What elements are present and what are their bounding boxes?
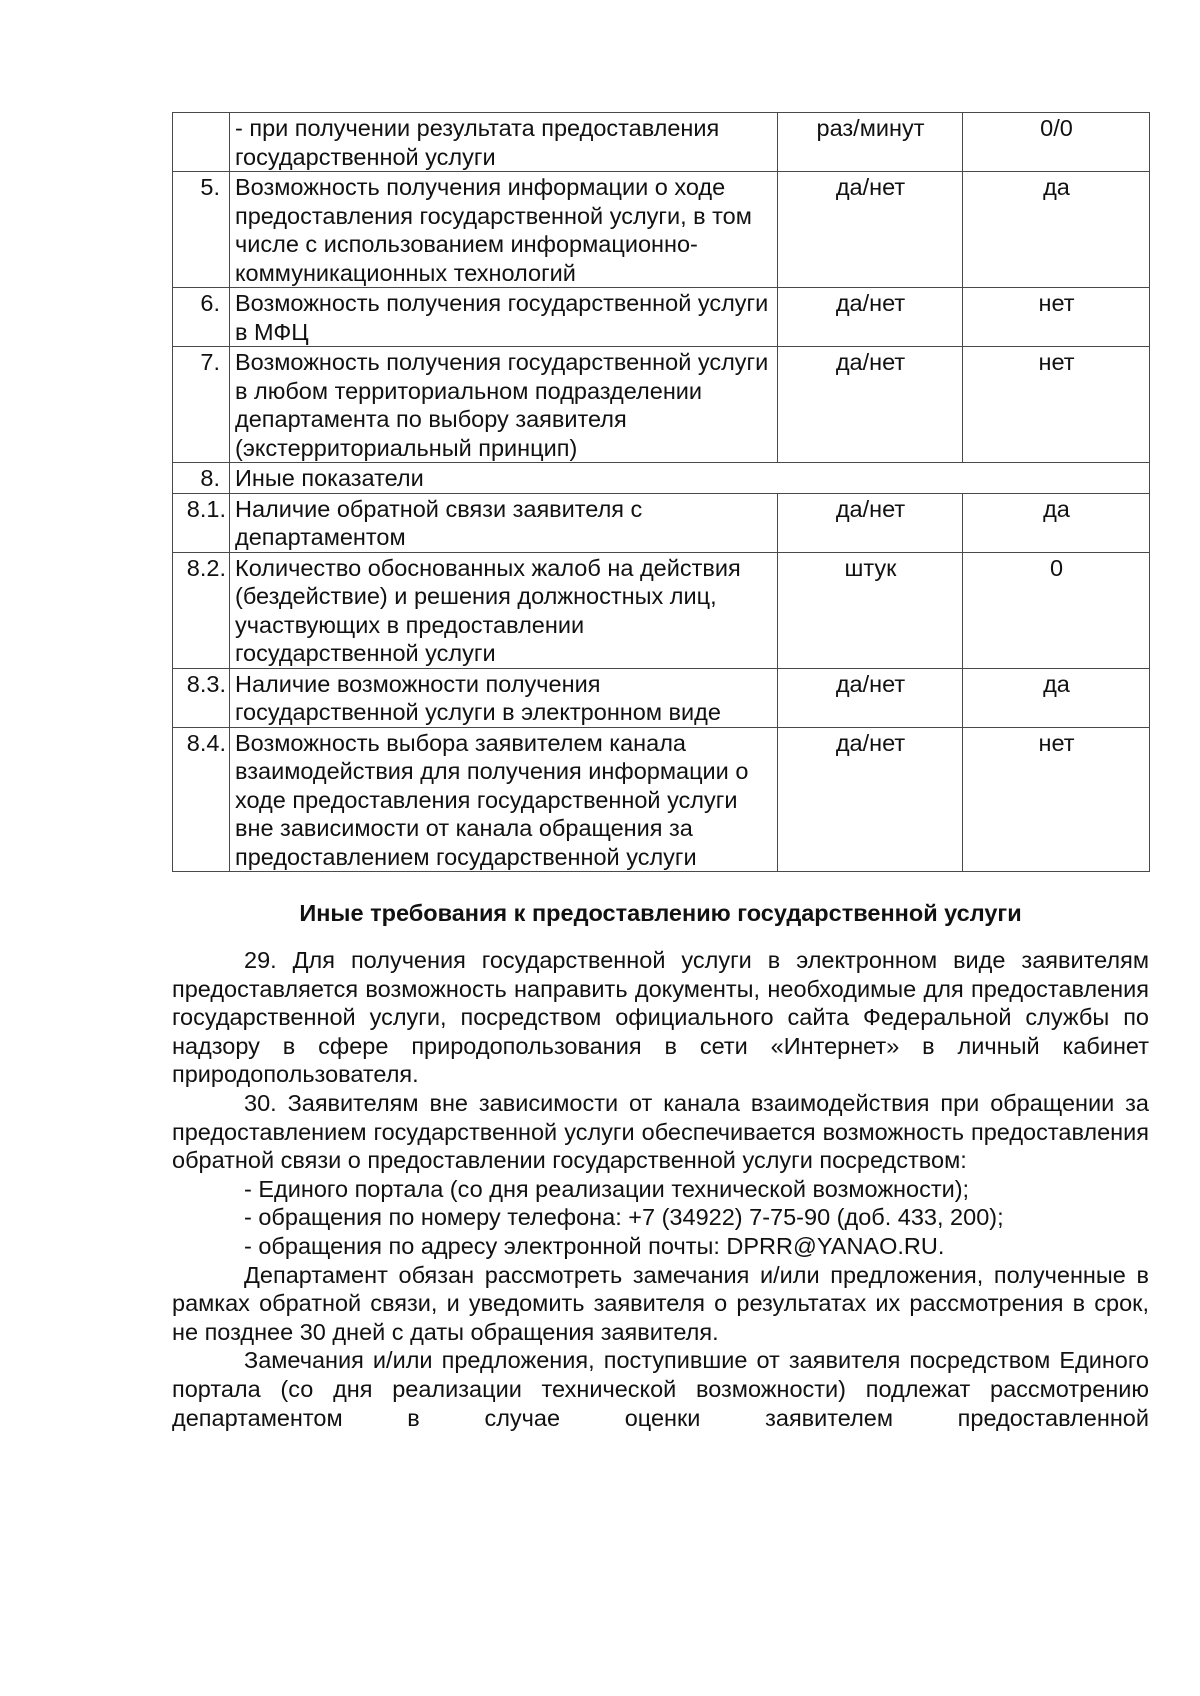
paragraph: Департамент обязан рассмотреть замечания и/или предложения, полученные в рамках обратной связи, и уведомить заявителя о результатах их рассмотрения в срок, не позднее 30 дней с даты обращения заявителя. — [172, 1261, 1149, 1345]
row-number: 8.1. — [173, 493, 230, 552]
table-row — [173, 727, 1150, 872]
indicator-name: Возможность выбора заявителем канала взаимодействия для получения информации о ходе предоставления государственной услуги вне зависимости от канала обращения за предоставлением государственной услуги — [230, 727, 778, 872]
table-row — [173, 172, 1150, 288]
indicator-name: Наличие возможности получения государственной услуги в электронном виде — [230, 668, 778, 727]
indicator-unit: да/нет — [778, 668, 963, 727]
indicator-value: 0 — [963, 552, 1150, 668]
table-row — [173, 113, 1150, 172]
indicator-unit: да/нет — [778, 347, 963, 463]
indicator-value: нет — [963, 727, 1150, 872]
paragraph-29: 29. Для получения государственной услуги в электронном виде заявителям предоставляется возможность направить документы, необходимые для предоставления государственной услуги, посредством официального сайта Федеральной службы по надзору в сфере природопользования в сети «Интернет» в личный кабинет природопользователя. — [172, 947, 1149, 1088]
indicator-unit: штук — [778, 552, 963, 668]
indicator-name: Количество обоснованных жалоб на действия (бездействие) и решения должностных лиц, участвующих в предоставлении государственной услуги — [230, 552, 778, 668]
indicator-value: нет — [963, 288, 1150, 347]
section-heading: Иные требования к предоставлению государственной услуги — [299, 900, 1022, 926]
document-page — [172, 112, 1149, 1432]
indicator-unit: да/нет — [778, 493, 963, 552]
indicator-unit: раз/минут — [778, 113, 963, 172]
indicator-value: нет — [963, 347, 1150, 463]
indicator-unit: да/нет — [778, 172, 963, 288]
group-title: Иные показатели — [230, 463, 1150, 494]
indicator-name: - при получении результата предоставления государственной услуги — [230, 113, 778, 172]
table-row — [173, 288, 1150, 347]
row-number: 8.3. — [173, 668, 230, 727]
indicator-value: 0/0 — [963, 113, 1150, 172]
section-body — [172, 946, 1149, 1432]
indicator-name: Наличие обратной связи заявителя с департаментом — [230, 493, 778, 552]
indicators-table — [172, 112, 1150, 872]
indicator-name: Возможность получения информации о ходе предоставления государственной услуги, в том числе с использованием информационно-коммуникационных технологий — [230, 172, 778, 288]
indicator-name: Возможность получения государственной услуги в любом территориальном подразделении департамента по выбору заявителя (экстерриториальный принцип) — [230, 347, 778, 463]
indicator-value: да — [963, 172, 1150, 288]
row-number: 5. — [173, 172, 230, 288]
row-number — [173, 113, 230, 172]
table-row — [173, 493, 1150, 552]
paragraph-30: 30. Заявителям вне зависимости от канала взаимодействия при обращении за предоставлением государственной услуги обеспечивается возможность предоставления обратной связи о предоставлении государственной услуги посредством: — [172, 1089, 1149, 1174]
indicator-name: Возможность получения государственной услуги в МФЦ — [230, 288, 778, 347]
row-number: 7. — [173, 347, 230, 463]
row-number: 8.2. — [173, 552, 230, 668]
indicator-value: да — [963, 493, 1150, 552]
table-row — [173, 552, 1150, 668]
table-row — [173, 347, 1150, 463]
indicator-unit: да/нет — [778, 288, 963, 347]
table-row — [173, 668, 1150, 727]
row-number: 6. — [173, 288, 230, 347]
table-row-group-header — [173, 463, 1150, 494]
row-number: 8.4. — [173, 727, 230, 872]
row-number: 8. — [173, 463, 230, 494]
list-item: - обращения по номеру телефона: +7 (34922) 7-75-90 (доб. 433, 200); — [244, 1204, 1004, 1231]
paragraph: Замечания и/или предложения, поступившие от заявителя посредством Единого портала (со дня реализации технической возможности) подлежат рассмотрению департаментом в случае оценки заявителем предоставленной — [172, 1347, 1149, 1431]
indicator-unit: да/нет — [778, 727, 963, 872]
indicator-value: да — [963, 668, 1150, 727]
list-item: - Единого портала (со дня реализации технической возможности); — [244, 1175, 970, 1202]
list-item: - обращения по адресу электронной почты: DPRR@YANAO.RU. — [244, 1232, 945, 1259]
